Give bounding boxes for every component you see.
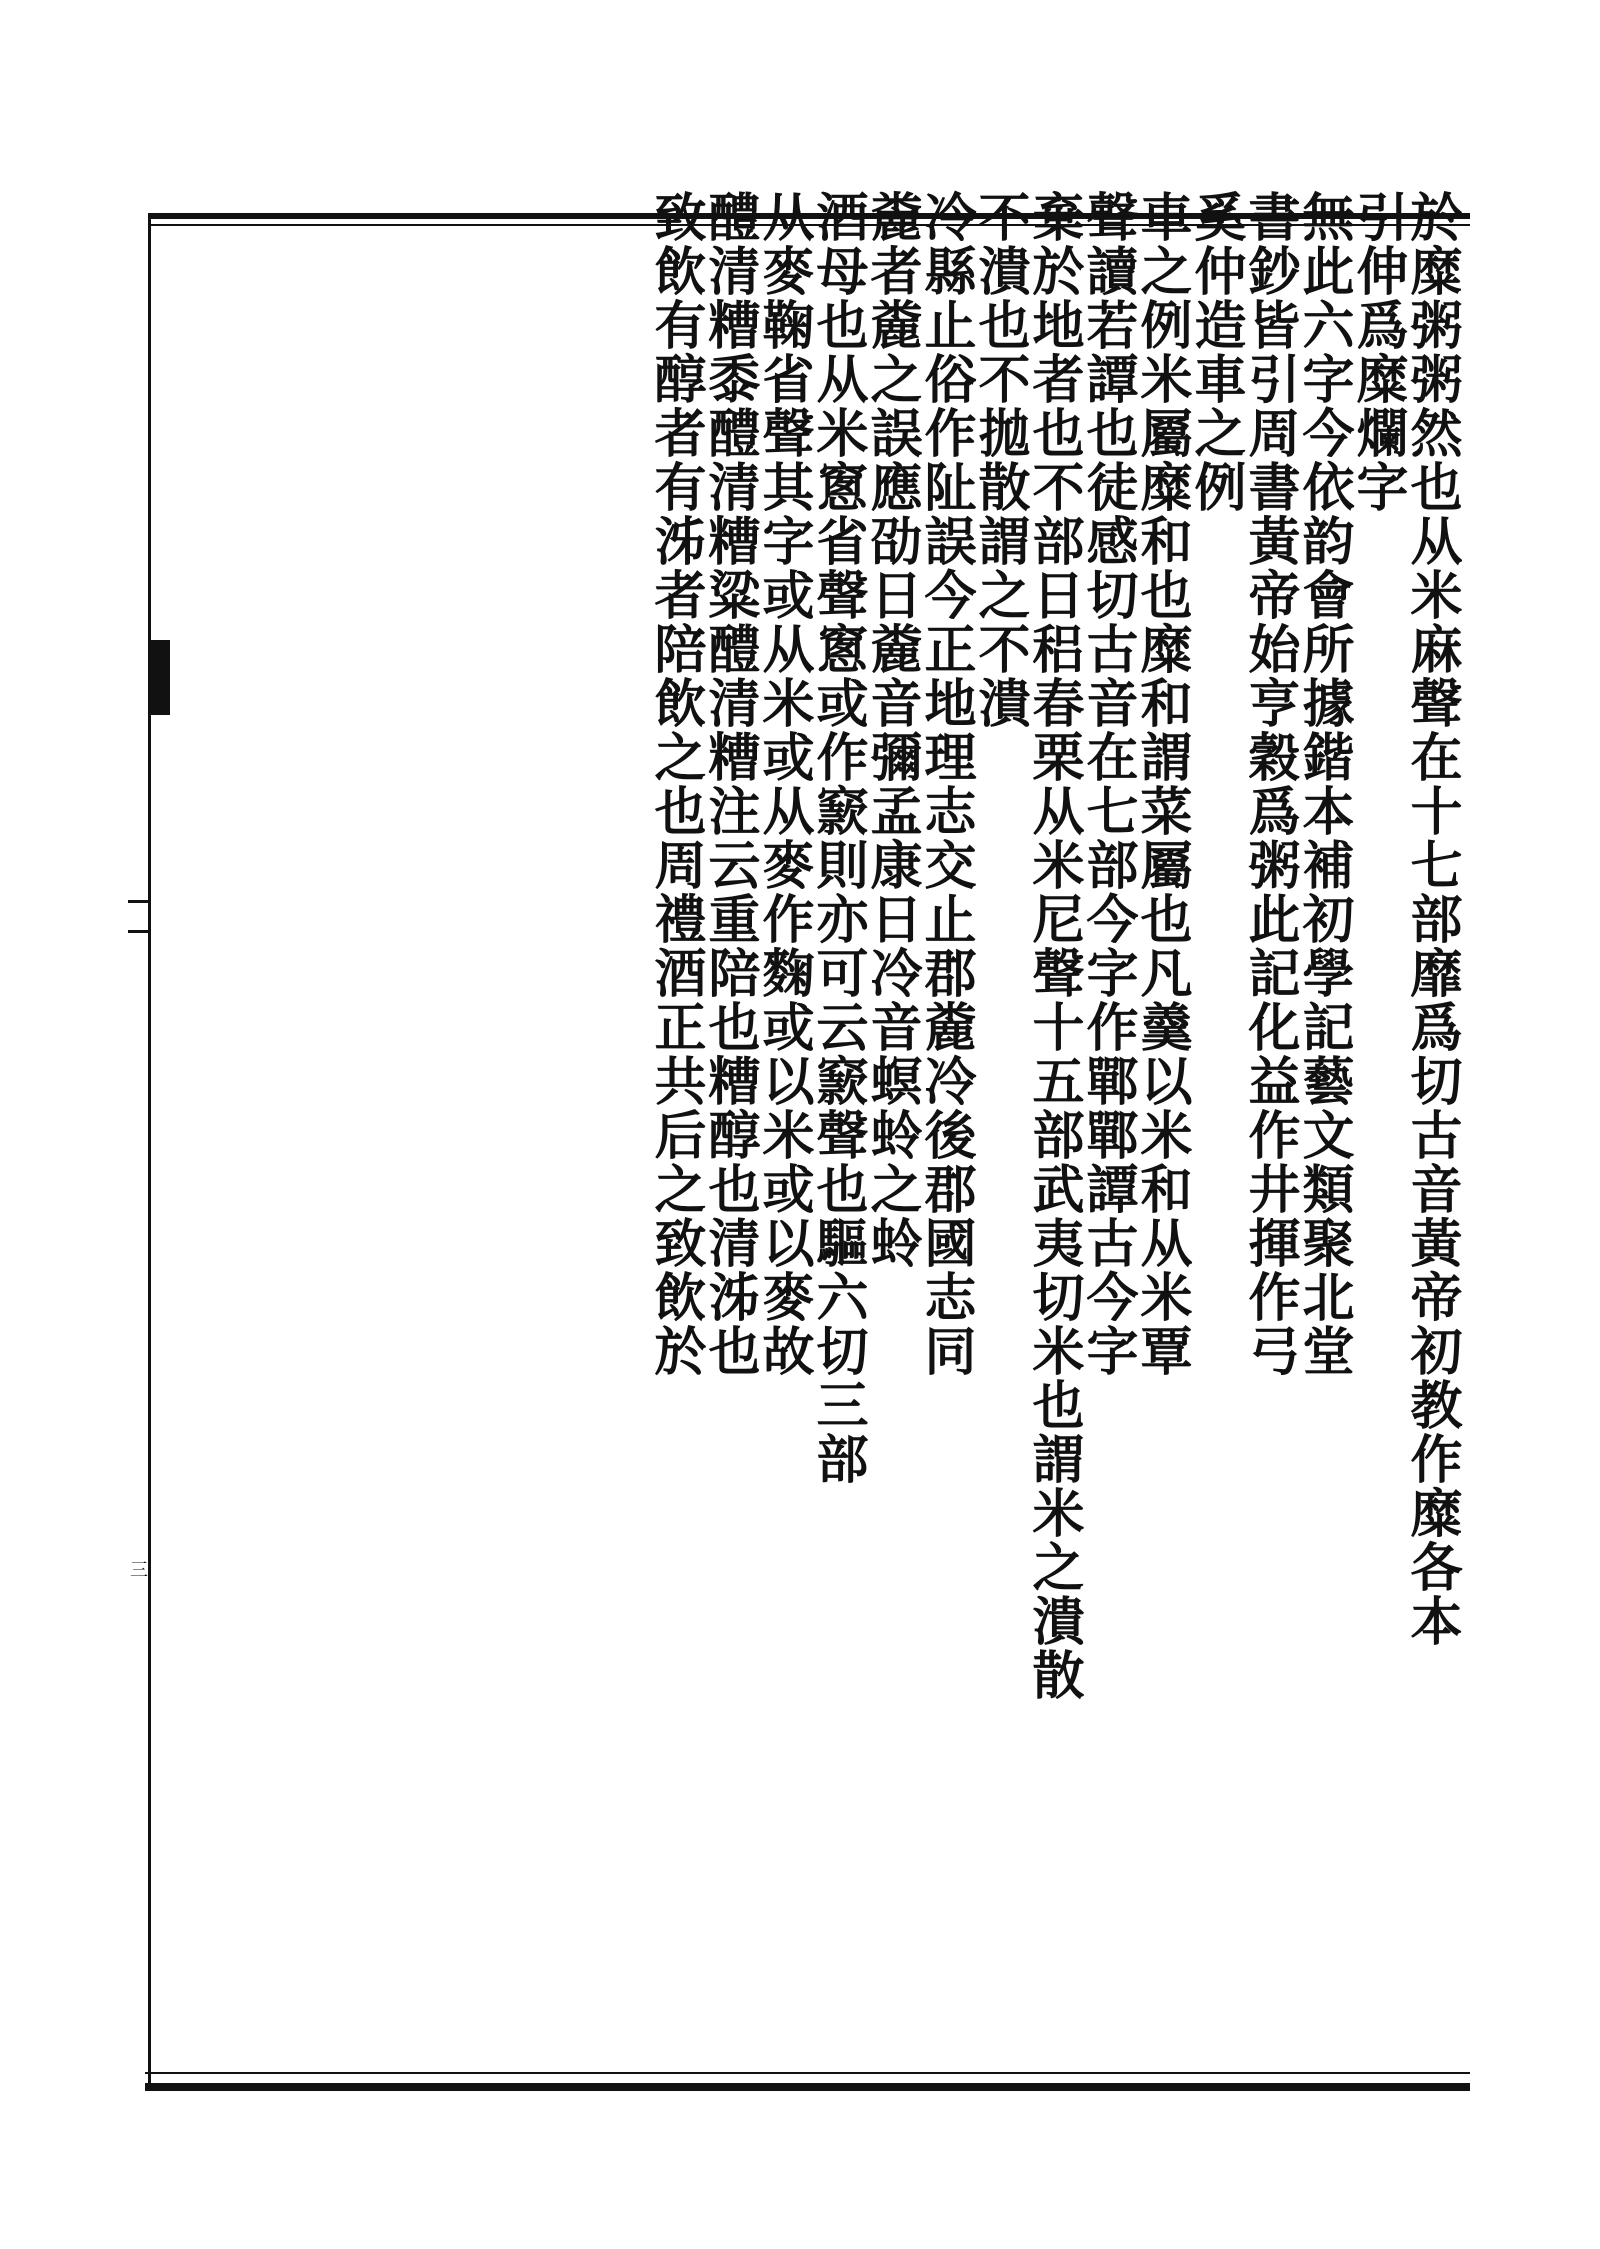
text-column: 棄於地者也不部日稆春栗从米尼聲十五部武夷切米也謂米之潰散	[1023, 190, 1084, 1702]
text-column: 書鈔皆引周書黃帝始亨穀爲粥此記化益作井揮作弓	[1239, 190, 1300, 1378]
margin-dash	[128, 900, 148, 903]
text-column: 無此六字今依韵會所據鍇本補初學記藝文類聚北堂	[1293, 190, 1354, 1378]
text-column: 聲讀若譚也徒感切古音在七部今字作鄲鄲譚古今字	[1077, 190, 1138, 1378]
margin-dash	[128, 930, 148, 933]
text-column: 於糜粥粥然也从米麻聲在十七部靡爲切古音黃帝初教作糜各本	[1401, 190, 1462, 1648]
text-column: 从麥鞠省聲其字或从米或从麥作麴或以米或以麥故	[753, 190, 814, 1378]
text-column: 冷縣止俗作阯誤今正地理志交止郡麊冷後郡國志同	[915, 190, 976, 1378]
text-column: 奚仲造車之例	[1185, 190, 1246, 514]
text-column: 車之例米屬糜和也糜和謂菜屬也凡羹以米和从米覃	[1131, 190, 1192, 1378]
left-border-rule	[148, 213, 151, 2091]
text-column: 引伸爲糜爛字	[1347, 190, 1408, 514]
margin-folio-number: 三	[130, 1560, 148, 1581]
text-column: 醴清糟黍醴清糟粱醴清糟注云重陪也糟醇也清泲也	[699, 190, 760, 1378]
text-columns	[158, 190, 1462, 2070]
text-column: 不潰也不拋散謂之不潰	[969, 190, 1030, 730]
text-column: 麊者麊之誤應劭日麊音彌孟康日冷音螟蛉之蛉	[861, 190, 922, 1270]
text-column: 致飲有醇者有泲者陪飲之也周禮酒正共后之致飲於	[645, 190, 706, 1378]
bottom-border-thin-rule	[145, 2072, 1470, 2074]
bottom-border-rule	[145, 2083, 1470, 2091]
text-column: 酒母也从米窻省聲窻或作窾則亦可云窾聲也驅六切三部	[807, 190, 868, 1486]
